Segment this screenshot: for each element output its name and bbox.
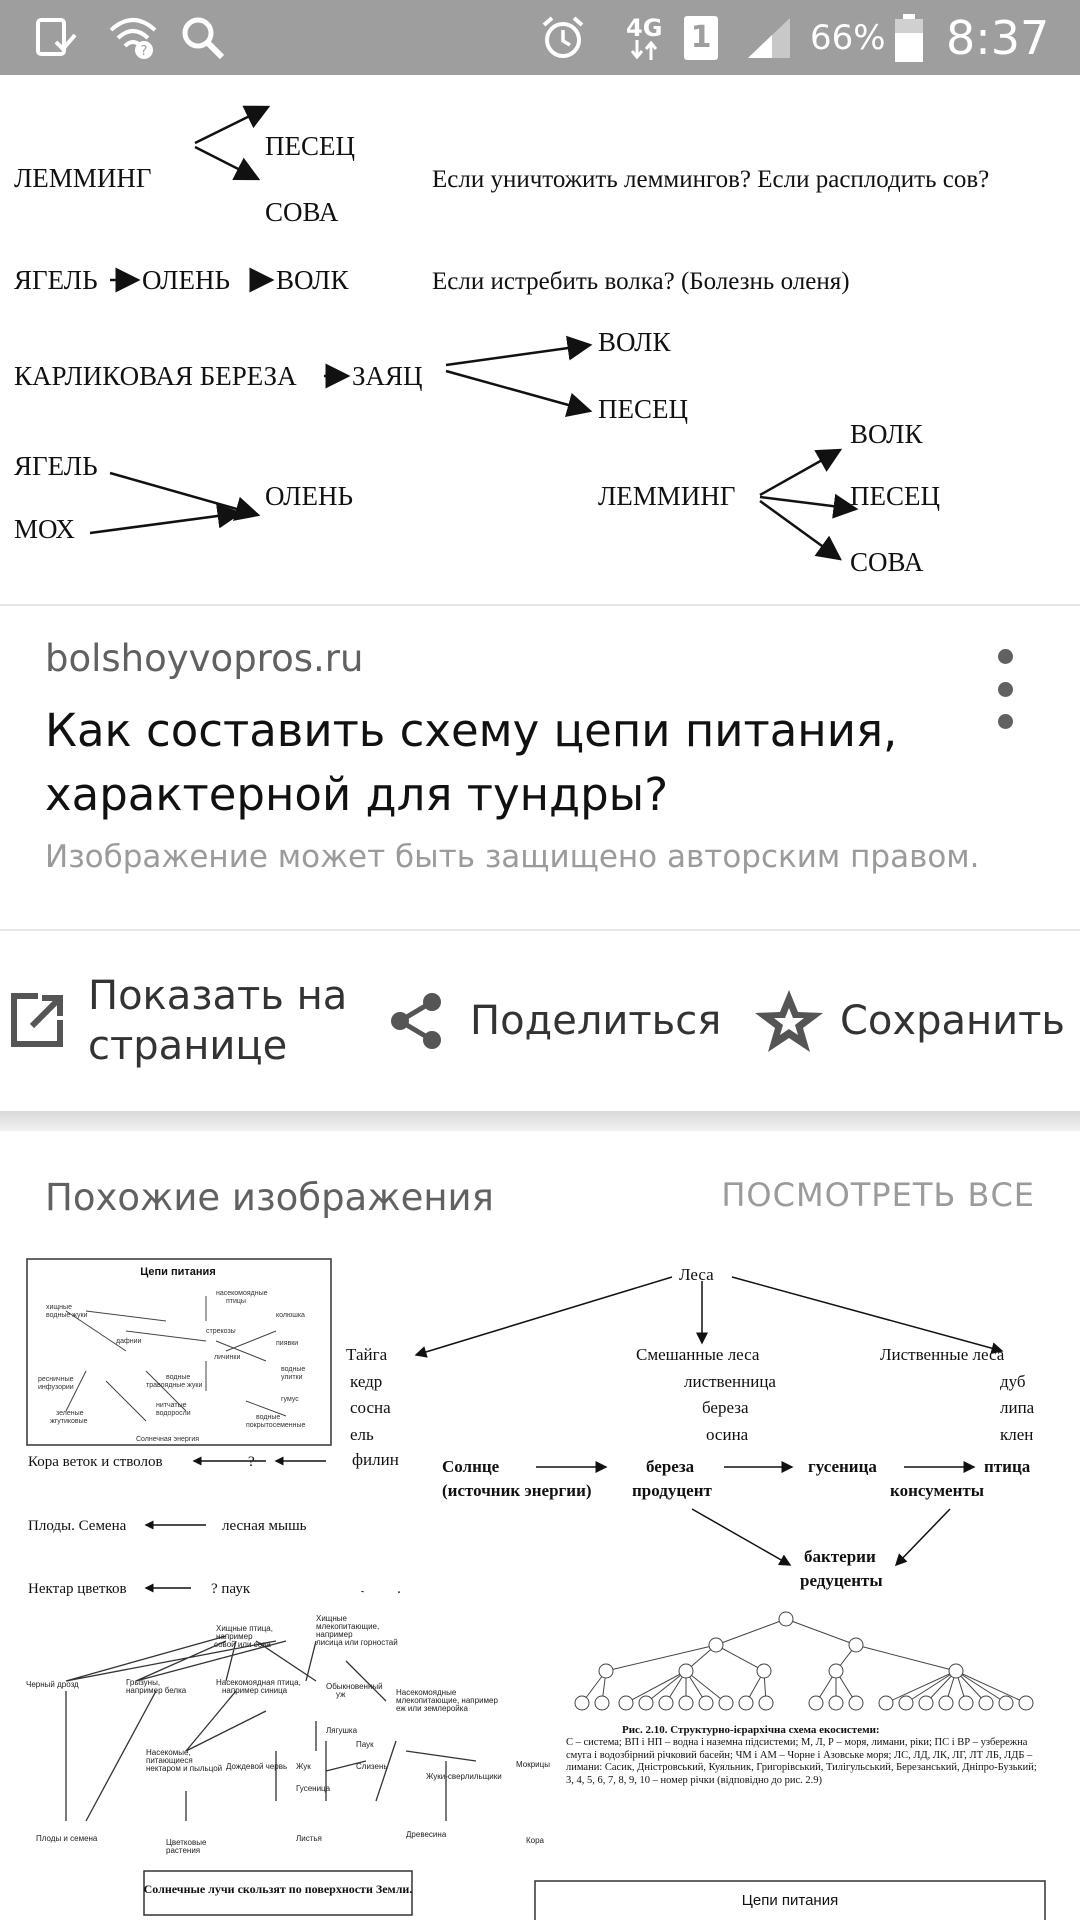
svg-text:нектаром и пыльцой: нектаром и пыльцой [146, 1764, 223, 1773]
svg-text:Древесина: Древесина [406, 1830, 447, 1839]
similar-image-1[interactable] [26, 1251, 334, 1453]
svg-text:Слизень: Слизень [356, 1762, 388, 1771]
svg-text:травоядные жуки: травоядные жуки [146, 1382, 203, 1389]
share-icon [388, 992, 446, 1050]
thumb1-line2-mid: лесная мышь [222, 1518, 307, 1534]
svg-text:Обыкновенный: Обыкновенный [326, 1682, 383, 1691]
copyright-notice: Изображение может быть защищено авторским правом. [45, 839, 980, 875]
share-label: Поделиться [470, 998, 722, 1044]
svg-text:млекопитающие, например: млекопитающие, например [396, 1696, 498, 1705]
svg-text:растения: растения [166, 1846, 201, 1855]
thumb1-line1-left: Кора веток и стволов [28, 1454, 163, 1470]
thumb2-root: Леса [679, 1265, 714, 1284]
search-icon [180, 0, 226, 75]
node-moss: МОХ [14, 514, 75, 544]
thumb2-mixed: Смешанные леса [636, 1345, 760, 1364]
thumb2-birch: береза [646, 1457, 695, 1476]
sim-slot: 1 [690, 20, 712, 55]
wifi-icon [108, 0, 158, 75]
svg-text:личинки: личинки [214, 1354, 241, 1361]
arrow [110, 473, 258, 515]
forest-food-chain-thumbnail [336, 1251, 1044, 1591]
thumb1-line3-mid: ? паук [211, 1581, 251, 1597]
node-arctic-fox-2: ПЕСЕЦ [598, 394, 688, 424]
svg-text:например: например [216, 1632, 253, 1641]
alarm-icon [540, 0, 586, 75]
arrow [446, 371, 590, 411]
thumb2-sun-sub: (источник энергии) [442, 1481, 592, 1500]
svg-text:водные жуки: водные жуки [46, 1312, 88, 1319]
food-chain-diagram [0, 75, 1080, 605]
thumb2-taiga: Тайга [346, 1345, 388, 1364]
node-lemming-2: ЛЕММИНГ [598, 481, 736, 511]
node-arctic-fox-1: ПЕСЕЦ [265, 131, 355, 161]
node-owl-1: СОВА [265, 197, 339, 227]
similar-images-header [0, 1131, 1080, 1251]
svg-text:инфузории: инфузории [38, 1384, 74, 1391]
svg-text:жгутиковые: жгутиковые [50, 1418, 88, 1425]
svg-text:покрытосеменные: покрытосеменные [246, 1422, 306, 1429]
thumb5-heading: Цепи питания [741, 1892, 839, 1909]
thumb2-decid-2: клен [1000, 1425, 1034, 1444]
svg-text:водные: водные [256, 1414, 281, 1421]
svg-text:Насекомоядные: Насекомоядные [396, 1688, 457, 1697]
signal-icon [744, 0, 794, 75]
thumb4-caption: Рис. 2.10. Структурно-ієрархічна схема екосистеми: [622, 1724, 880, 1736]
battery-icon [894, 0, 924, 75]
question-1: Если уничтожить леммингов? Если расплодить сов? [432, 166, 990, 193]
similar-image-4[interactable] [566, 1607, 1046, 1827]
svg-text:еж или землеройка: еж или землеройка [396, 1704, 468, 1713]
star-save-icon [752, 988, 826, 1054]
thumb1-line2-left: Плоды. Семена [28, 1518, 127, 1534]
food-web-2-thumbnail [26, 1601, 550, 1920]
svg-text:насекомоядные: насекомоядные [216, 1290, 268, 1297]
screenshot-notification-icon [34, 0, 78, 75]
thumb1-line3-left: Нектар цветков [28, 1581, 127, 1597]
svg-text:Жук: Жук [296, 1762, 311, 1771]
svg-text:зеленые: зеленые [56, 1410, 84, 1417]
svg-text:например: например [316, 1630, 353, 1639]
svg-text:птицы: птицы [226, 1298, 246, 1305]
more-options-icon[interactable] [985, 649, 1025, 729]
food-chain-thumbnail-3 [534, 1877, 1046, 1920]
thumb2-decid-0: дуб [1000, 1372, 1026, 1391]
thumb2-bird: птица [984, 1457, 1031, 1476]
section-shadow [0, 1111, 1080, 1131]
arrow [760, 450, 840, 495]
visit-label-line1: Показать на [88, 973, 348, 1019]
node-arctic-fox-3: ПЕСЕЦ [850, 481, 940, 511]
svg-text:Черный дрозд: Черный дрозд [26, 1680, 79, 1689]
save-button[interactable] [752, 931, 1065, 1111]
thumb2-bacteria: бактерии [804, 1547, 876, 1566]
thumb1-heading: Цепи питания [140, 1266, 216, 1278]
arrow [760, 497, 856, 509]
svg-text:стрекозы: стрекозы [206, 1328, 236, 1335]
svg-text:водоросли: водоросли [156, 1410, 191, 1417]
svg-text:водные: водные [281, 1366, 306, 1373]
svg-text:Насекомоядная птица,: Насекомоядная птица, [216, 1678, 301, 1687]
svg-text:Мокрицы: Мокрицы [516, 1760, 550, 1769]
see-all-link[interactable]: ПОСМОТРЕТЬ ВСЕ [721, 1176, 1035, 1214]
divider [0, 604, 1080, 606]
similar-image-5[interactable] [534, 1877, 1046, 1920]
arrow [195, 147, 258, 179]
node-lichen-1: ЯГЕЛЬ [14, 265, 98, 295]
thumb2-taiga-3: филин [352, 1450, 399, 1469]
svg-text:Гусеница: Гусеница [296, 1784, 331, 1793]
main-image[interactable] [0, 75, 1080, 605]
svg-text:улитки: улитки [281, 1374, 303, 1381]
network-type: 4G [626, 13, 663, 42]
svg-text:Плоды и семена: Плоды и семена [36, 1834, 98, 1843]
svg-text:Листья: Листья [296, 1834, 322, 1843]
thumb4-text: С – система; ВП і НП – водна і наземна підсистеми; М, Л, Р – моря, лимани, ріки; ПС і ВР – узбережна смуга і водозбірний річковий басейн; ЧМ і АМ – Чорне і Азовське моря; ЛС, ЛД, ЛК, ЛГ, ЛТ ЛБ, ЛДБ – лимани: Сасик, Дністровський, Куяльник, Григорівський, Тилігульський, Березанський, Дніпро-Бузький; 3, 4, 5, 6, 7, 8, 9, 10 – номер річки (відповідно до рис. 2.9) [566, 1737, 1037, 1786]
svg-text:Паук: Паук [356, 1740, 374, 1749]
status-bar [0, 0, 1080, 75]
node-lichen-2: ЯГЕЛЬ [14, 451, 98, 481]
svg-text:например белка: например белка [126, 1686, 187, 1695]
svg-text:пиявки: пиявки [276, 1340, 299, 1347]
thumb2-sun: Солнце [442, 1457, 500, 1476]
svg-text:Лягушка: Лягушка [326, 1726, 358, 1735]
svg-text:Грызуны,: Грызуны, [126, 1678, 161, 1687]
node-lemming-1: ЛЕММИНГ [14, 163, 152, 193]
thumb2-bird-sub: консументы [890, 1481, 985, 1500]
svg-text:питающиеся: питающиеся [146, 1756, 193, 1765]
svg-text:Дождевой червь: Дождевой червь [226, 1762, 288, 1771]
similar-image-2[interactable] [336, 1251, 1044, 1591]
save-label: Сохранить [840, 998, 1065, 1044]
svg-text:дафнии: дафнии [116, 1338, 142, 1345]
arrow [446, 345, 590, 365]
thumb1-line1-right: ? [248, 1454, 255, 1470]
svg-text:млекопитающие,: млекопитающие, [316, 1622, 380, 1631]
node-dwarf-birch: КАРЛИКОВАЯ БЕРЕЗА [14, 361, 297, 391]
thumb2-mixed-2: осина [706, 1425, 749, 1444]
svg-text:Насекомые,: Насекомые, [146, 1748, 191, 1757]
svg-text:Кора: Кора [526, 1836, 545, 1845]
thumb2-caterpillar: гусеница [808, 1457, 877, 1476]
battery-percent: 66% [810, 17, 886, 58]
thumb2-decid: Лиственные леса [880, 1345, 1005, 1364]
thumb2-mixed-0: лиственница [684, 1372, 776, 1391]
result-title[interactable]: Как составить схему цепи питания, характерной для тундры? [45, 704, 898, 821]
svg-text:Жуки-сверлильщики: Жуки-сверлильщики [426, 1772, 502, 1781]
node-hare: ЗАЯЦ [352, 361, 423, 391]
svg-text:хищные: хищные [46, 1304, 72, 1311]
network-type-icon [626, 0, 662, 75]
thumb2-decid-1: липа [1000, 1398, 1035, 1417]
svg-text:Хищные: Хищные [316, 1614, 348, 1623]
similar-images-grid [0, 1251, 1080, 1920]
source-domain[interactable]: bolshoyvopros.ru [45, 637, 364, 680]
thumb2-bacteria-sub: редуценты [800, 1571, 883, 1590]
svg-text:Солнечная энергия: Солнечная энергия [136, 1436, 200, 1443]
sim-icon [684, 0, 718, 75]
thumb2-birch-sub: продуцент [632, 1481, 712, 1500]
node-wolf-2: ВОЛК [598, 327, 671, 357]
svg-text:уж: уж [336, 1690, 346, 1699]
clock: 8:37 [946, 10, 1050, 65]
thumb2-taiga-1: сосна [350, 1398, 391, 1417]
arrow [90, 513, 240, 533]
visit-label-line2: странице [88, 1023, 288, 1069]
svg-text:совой или сова: совой или сова [214, 1640, 271, 1649]
visit-page-button[interactable] [8, 931, 347, 1111]
thumb3-footer: Солнечные лучи скользят по поверхности Земли. [143, 1882, 413, 1896]
svg-text:гумус: гумус [281, 1396, 299, 1403]
thumb2-mixed-1: береза [702, 1398, 749, 1417]
node-wolf-1: ВОЛК [276, 265, 349, 295]
svg-text:Хищные птица,: Хищные птица, [216, 1624, 273, 1633]
svg-text:например синица: например синица [222, 1686, 288, 1695]
ecosystem-hierarchy-thumbnail [566, 1607, 1046, 1827]
svg-text:ресничные: ресничные [38, 1376, 74, 1383]
svg-text:лисица или горностай: лисица или горностай [316, 1638, 398, 1647]
similar-image-3[interactable] [26, 1601, 550, 1920]
thumb2-taiga-2: ель [350, 1425, 374, 1444]
arrow [195, 107, 268, 143]
arrow [760, 501, 840, 559]
open-external-icon [8, 992, 66, 1050]
node-deer-2: ОЛЕНЬ [265, 481, 353, 511]
thumb2-taiga-0: кедр [350, 1372, 383, 1391]
svg-text:водные: водные [166, 1374, 191, 1381]
similar-images-title: Похожие изображения [45, 1176, 494, 1219]
node-deer-1: ОЛЕНЬ [142, 265, 230, 295]
svg-text:?: ? [140, 43, 148, 59]
node-owl-2: СОВА [850, 547, 924, 577]
svg-text:Цветковые: Цветковые [166, 1838, 207, 1847]
question-2: Если истребить волка? (Болезнь оленя) [432, 268, 850, 295]
action-bar [0, 931, 1080, 1111]
svg-text:колюшка: колюшка [276, 1312, 305, 1319]
result-info [0, 607, 1080, 929]
node-wolf-3: ВОЛК [850, 419, 923, 449]
svg-text:нитчатые: нитчатые [156, 1402, 187, 1409]
food-web-thumbnail [26, 1251, 334, 1453]
share-button[interactable] [388, 931, 721, 1111]
